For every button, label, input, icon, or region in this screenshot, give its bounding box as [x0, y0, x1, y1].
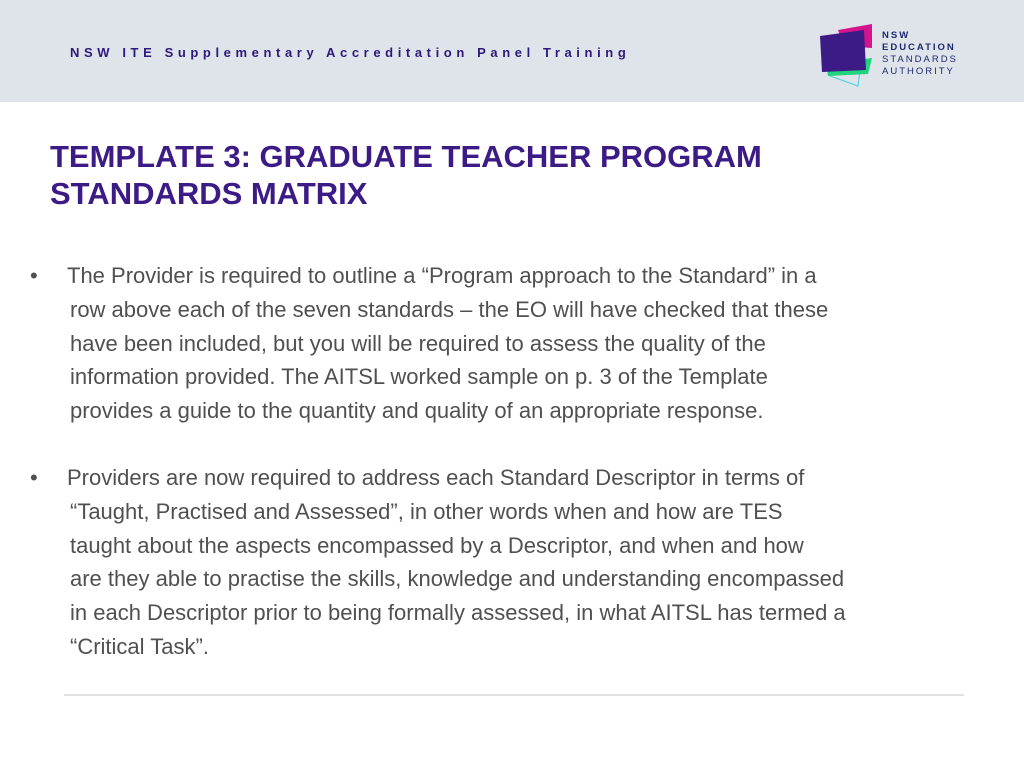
bullet-line: in each Descriptor prior to being formally assessed, in what AITSL has termed a — [70, 600, 846, 626]
slide-title — [50, 138, 950, 212]
logo-wordmark — [882, 30, 958, 78]
bullet-line: “Critical Task”. — [70, 633, 209, 659]
logo-line-authority: AUTHORITY — [882, 66, 955, 77]
logo-line-nsw: NSW — [882, 30, 911, 41]
bullet-line: Providers are now required to address each Standard Descriptor in terms of — [67, 464, 805, 490]
bullet-line: provides a guide to the quantity and quality of an appropriate response. — [70, 398, 764, 424]
bullet-marker: • — [30, 263, 38, 288]
header-band — [0, 0, 1024, 102]
bullet-line: “Taught, Practised and Assessed”, in other words when and how are TES — [70, 498, 783, 524]
logo-line-education: EDUCATION — [882, 42, 956, 53]
logo-purple-square — [820, 30, 866, 72]
bullet-item-standard-descriptors — [30, 461, 990, 664]
bullet-line: The Provider is required to outline a “Program approach to the Standard” in a — [67, 263, 817, 288]
nesa-logo — [818, 24, 978, 90]
bullet-line: information provided. The AITSL worked sample on p. 3 of the Template — [70, 364, 768, 390]
bullet-line: row above each of the seven standards – the EO will have checked that these — [70, 296, 829, 322]
header-title: NSW ITE Supplementary Accreditation Panel Training — [70, 45, 631, 60]
bullet-marker: • — [30, 464, 38, 490]
bullet-line: taught about the aspects encompassed by a Descriptor, and when and how — [70, 532, 804, 558]
logo-line-standards: STANDARDS — [882, 54, 958, 65]
bullet-list — [30, 259, 990, 664]
bullet-line: have been included, but you will be required to assess the quality of the — [70, 330, 766, 356]
bullet-line: are they able to practise the skills, knowledge and understanding encompassed — [70, 566, 845, 592]
bullet-item-program-approach — [30, 259, 990, 428]
footer-divider — [64, 694, 964, 696]
slide-title-line: STANDARDS MATRIX — [50, 176, 368, 211]
slide-title-line: TEMPLATE 3: GRADUATE TEACHER PROGRAM — [50, 139, 762, 174]
nesa-logo-mark-icon — [818, 24, 878, 90]
